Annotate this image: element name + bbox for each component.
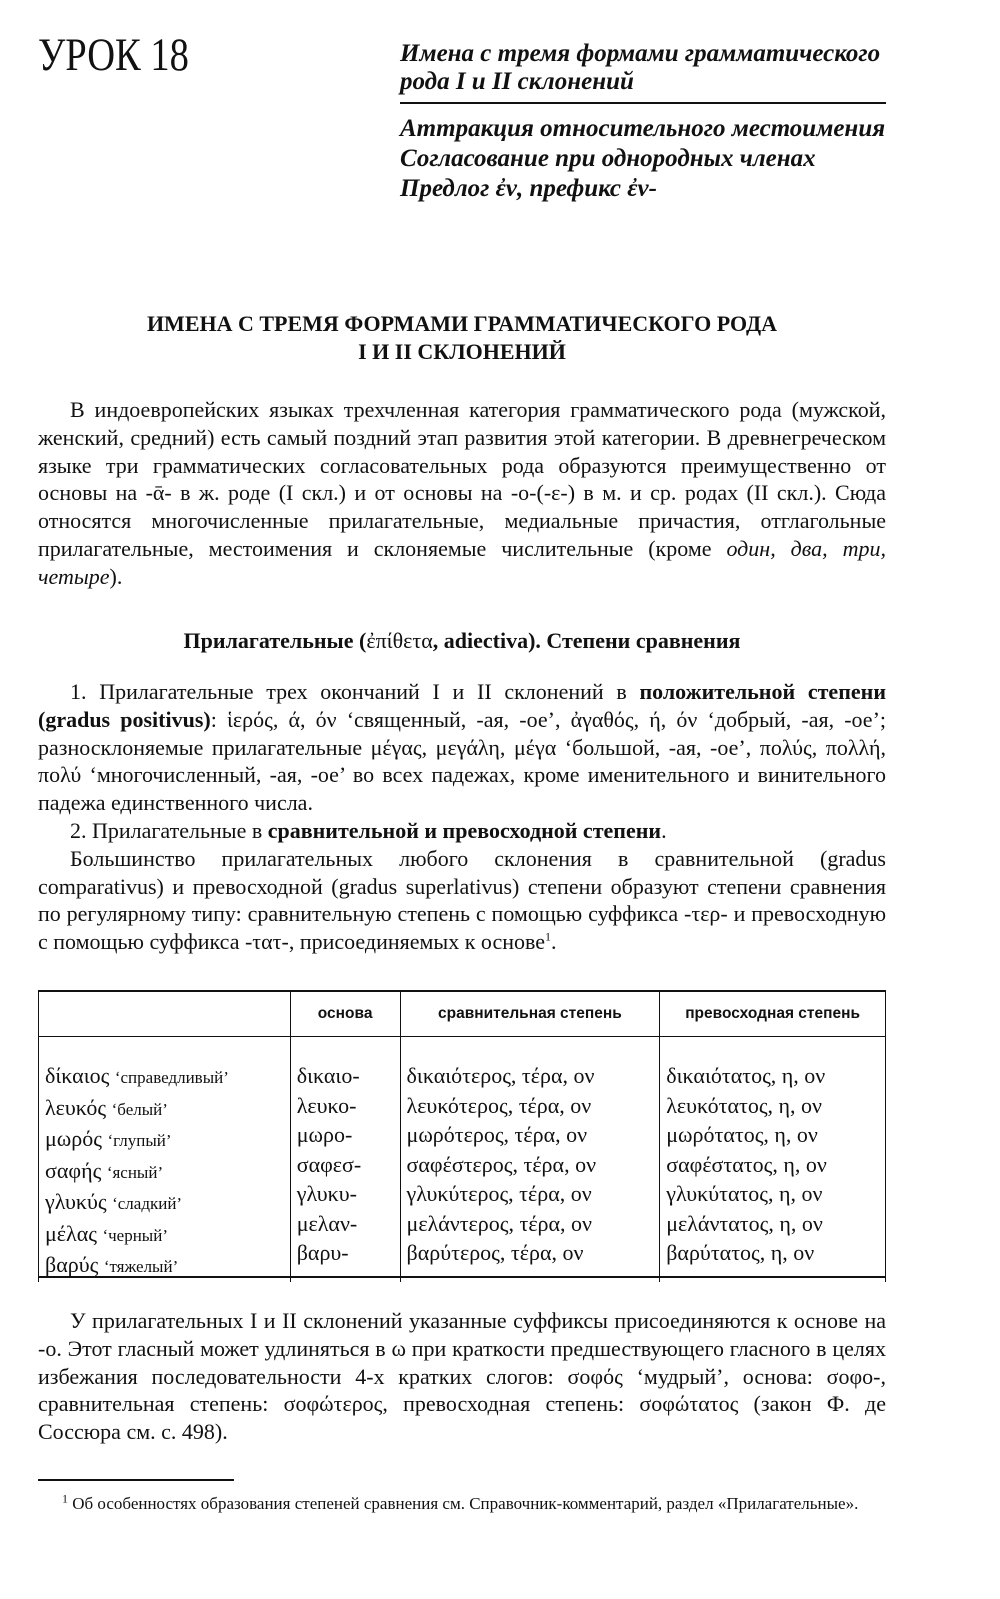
lesson-topics	[400, 40, 886, 204]
topic-sub-2: Согласование при однородных членах	[400, 145, 816, 172]
table-header-word	[39, 992, 291, 1037]
table-word: μωρός	[45, 1126, 102, 1151]
lesson-number: УРОК 18	[38, 29, 189, 81]
paragraph-2	[38, 845, 886, 956]
table-header-stem: основа	[290, 992, 400, 1037]
item-1-bold: положительной степени (gradus positivus)	[38, 679, 886, 732]
table-gloss: ‘глупый’	[107, 1131, 172, 1150]
section-heading-line-2: I И II СКЛОНЕНИЙ	[358, 339, 566, 364]
table-cell-comparative: βαρύτερος, τέρα, ον	[406, 1240, 584, 1265]
topic-sub-1: Аттракция относительного местоимения	[400, 115, 886, 142]
table-gloss: ‘тяжелый’	[103, 1257, 179, 1276]
topic-main-line-2: рода I и II склонений	[400, 68, 634, 95]
table-cell-comparative: μωρότερος, τέρα, ον	[406, 1122, 588, 1147]
table-col-comparative	[400, 1037, 660, 1282]
after-table	[38, 1307, 886, 1446]
paragraph-3: У прилагательных I и II склонений указанные суффиксы присоединяются к основе на -ο. Этот гласный может удлиняться в ω при краткости предшествующего гласного в целях избежания последовательности 4-х кратких слогов: σοφός ‘мудрый’, основа: σοφο-, сравнительная степень: σοφώτερος, превосходная степень: σοφώτατος (закон Ф. де Соссюра см. с. 498).	[38, 1308, 886, 1445]
intro-text-a: В индоевропейских языках трехчленная категория грамматического рода (мужской, женский, средний) есть самый поздний этап развития этой категории. В древнегреческом языке три грамматических согласовательных рода образуются преимущественно от основы на -ᾱ- в ж. роде (I скл.) и от основы на -ο-(-ε-) в м. и ср. родах (II скл.). Сюда относятся многочисленные прилагательные, медиальные причастия, отглагольные прилагательные, местоимения и склоняемые числительные (кроме	[38, 397, 886, 561]
subsection-heading-a: Прилагательные (	[183, 628, 367, 653]
paragraph-2-text: Большинство прилагательных любого склонения в сравнительной (gradus comparativus) и превосходной (gradus superlativus) степени образуют степени сравнения по регулярному типу: сравнительную степень с помощью суффикса -τερ- и превосходную с помощью суффикса -τατ-, присоединяемых к основе	[38, 845, 886, 955]
table-body-row	[39, 1037, 886, 1282]
table-word: βαρύς	[45, 1252, 99, 1277]
intro-text-b: ).	[109, 563, 123, 589]
table-cell-stem: βαρυ-	[296, 1240, 349, 1265]
topic-main-line-1: Имена с тремя формами грамматического	[400, 40, 881, 67]
section-intro	[38, 396, 886, 591]
table-cell-superlative: λευκότατος, η, ον	[666, 1092, 823, 1118]
table-cell-stem: σαφεσ-	[296, 1151, 362, 1177]
table-cell-word	[39, 1187, 290, 1219]
table-cell-superlative: βαρύτατος, η, ον	[666, 1240, 815, 1265]
table-cell-superlative: μελάντατος, η, ον	[666, 1210, 823, 1236]
table-cell-word	[39, 1093, 290, 1125]
table-cell-stem: λευκο-	[296, 1092, 357, 1118]
table-word: μέλας	[45, 1220, 97, 1246]
table-cell-comparative: δικαιότερος, τέρα, ον	[406, 1063, 595, 1088]
table-cell-stem: δικαιο-	[296, 1063, 360, 1088]
footnote-mark: 1	[62, 1491, 68, 1506]
topic-sub-3: Предлог ἐν, префикс ἐν-	[400, 175, 657, 202]
table-gloss: ‘ясный’	[106, 1162, 164, 1182]
table-cell-comparative: γλυκύτερος, τέρα, ον	[406, 1181, 592, 1206]
table-word: λευκός	[45, 1094, 107, 1120]
table-cell-stem: μωρο-	[296, 1122, 353, 1147]
table-cell-comparative: μελάντερος, τέρα, ον	[406, 1210, 593, 1236]
degrees-table	[38, 990, 886, 1278]
item-1-a: 1. Прилагательные трех окончаний I и II склонений в	[70, 679, 640, 704]
footnote-text: Об особенностях образования степеней сравнения см. Справочник-комментарий, раздел «Прилагательные».	[68, 1494, 859, 1513]
table-cell-word	[39, 1219, 290, 1251]
subsection-heading-b: , adiectiva). Степени сравнения	[432, 628, 741, 653]
table-word: σαφής	[45, 1157, 102, 1183]
table-cell-comparative: λευκότερος, τέρα, ον	[406, 1092, 592, 1118]
table-cell-stem: γλυκυ-	[296, 1181, 357, 1206]
table-header-row	[39, 992, 886, 1037]
table-cell-superlative: σαφέστατος, η, ον	[666, 1151, 827, 1177]
table-col-stem	[290, 1037, 400, 1282]
table-header-superlative: превосходная степень	[660, 992, 886, 1037]
footnote-ref: 1	[545, 929, 552, 944]
table-col-superlative	[660, 1037, 886, 1282]
subsection-heading	[38, 627, 886, 655]
table-gloss: ‘черный’	[102, 1225, 168, 1245]
table-cell-superlative: γλυκύτατος, η, ον	[666, 1181, 823, 1206]
section-heading-line-1: ИМЕНА С ТРЕМЯ ФОРМАМИ ГРАММАТИЧЕСКОГО РОДА	[146, 311, 778, 336]
item-2	[38, 817, 886, 845]
table-cell-stem: μελαν-	[296, 1210, 358, 1236]
table-cell-word	[39, 1124, 290, 1156]
intro-text-italic: один, два, три, четыре	[38, 535, 886, 589]
subsection-body	[38, 678, 886, 956]
page	[38, 0, 886, 1599]
item-2-a: 2. Прилагательные в	[70, 817, 268, 843]
item-2-b: .	[661, 817, 667, 843]
table-gloss: ‘сладкий’	[112, 1194, 183, 1213]
table-cell-word	[39, 1061, 290, 1093]
table-cell-superlative: δικαιότατος, η, ον	[666, 1063, 826, 1088]
paragraph-2-end: .	[551, 929, 557, 955]
intro-paragraph	[38, 396, 886, 591]
table-gloss: ‘белый’	[111, 1099, 168, 1119]
table-header-comparative: сравнительная степень	[400, 992, 660, 1037]
table-gloss: ‘справедливый’	[114, 1068, 229, 1087]
table-cell-superlative: μωρότατος, η, ον	[666, 1122, 818, 1147]
item-2-bold: сравнительной и превосходной степени	[267, 817, 662, 843]
header-divider	[400, 102, 886, 104]
table-word: γλυκύς	[45, 1189, 107, 1214]
table-word: δίκαιος	[45, 1063, 110, 1088]
subsection-heading-greek: ἐπίθετα	[366, 628, 433, 653]
footnote	[38, 1492, 886, 1515]
item-1	[38, 678, 886, 817]
table-col-word	[39, 1037, 291, 1282]
section-heading	[38, 310, 886, 366]
table-cell-comparative: σαφέστερος, τέρα, ον	[406, 1151, 597, 1177]
footnote-divider	[38, 1479, 234, 1481]
item-1-b: : ἱερός, ά, όν ‘священный, -ая, -ое’, ἀγαθός, ή, όν ‘добрый, -ая, -ое’; разносклоняемые прилагательные μέγας, μεγάλη, μέγα ‘большой, -ая, -ое’, πολύς, πολλή, πολύ ‘многочисленный, -ая, -ое’ во всех падежах, кроме именительного и винительного падежа единственного числа.	[38, 706, 887, 816]
table-cell-word	[39, 1156, 290, 1188]
table-cell-word	[39, 1250, 290, 1282]
